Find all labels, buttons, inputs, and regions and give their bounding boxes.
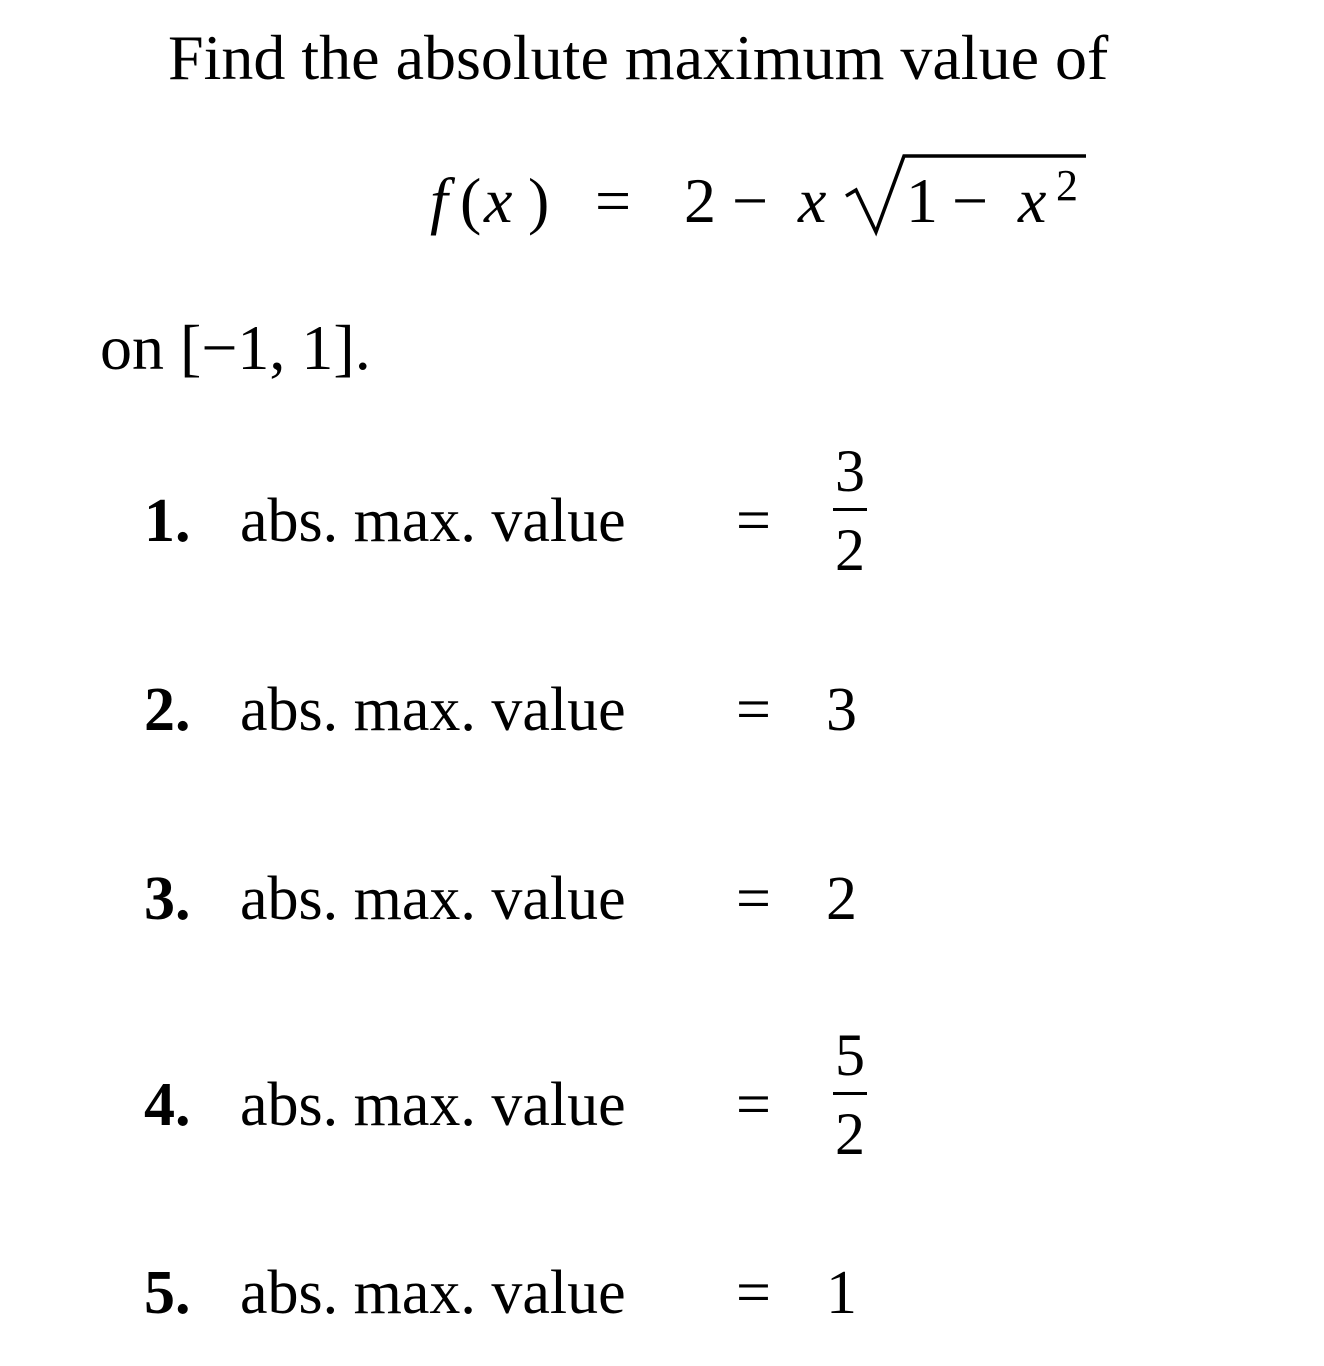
choice-label: abs. max. value — [240, 865, 626, 933]
radical-sign — [846, 156, 1086, 232]
choice-fraction — [820, 1022, 880, 1167]
choice-label: abs. max. value — [240, 1071, 626, 1139]
choice-equals: = — [736, 1071, 771, 1139]
function-open-paren: ( — [460, 165, 482, 236]
radicand-exponent: 2 — [1056, 161, 1078, 210]
choice-number: 2. — [144, 676, 191, 744]
fraction-bar — [833, 1092, 867, 1095]
formula-minus: − — [732, 165, 769, 236]
formula-variable: x — [798, 165, 827, 236]
choice-fraction — [820, 438, 880, 583]
fraction-numerator: 5 — [835, 1022, 865, 1088]
choice-number: 3. — [144, 865, 191, 933]
question-intro: Find the absolute maximum value of — [168, 22, 1109, 93]
function-name: f — [430, 165, 448, 236]
fraction-denominator: 2 — [835, 517, 865, 583]
radicand-minus: − — [952, 165, 989, 236]
choice-number: 4. — [144, 1071, 191, 1139]
radicand-one: 1 — [906, 165, 938, 236]
choice-equals: = — [736, 1259, 771, 1327]
choice-label: abs. max. value — [240, 487, 626, 555]
choice-equals: = — [736, 487, 771, 555]
function-variable: x — [484, 165, 513, 236]
formula-constant: 2 — [684, 165, 716, 236]
choice-number: 5. — [144, 1259, 191, 1327]
choice-label: abs. max. value — [240, 1259, 626, 1327]
formula-equals: = — [595, 165, 632, 236]
fraction-denominator: 2 — [835, 1101, 865, 1167]
choice-number: 1. — [144, 487, 191, 555]
choice-value: 1 — [826, 1259, 857, 1327]
choice-value: 2 — [826, 865, 857, 933]
choice-label: abs. max. value — [240, 676, 626, 744]
choice-value: 3 — [826, 676, 857, 744]
choice-equals: = — [736, 865, 771, 933]
radicand-variable: x — [1018, 165, 1047, 236]
question-interval: on [−1, 1]. — [100, 312, 371, 383]
fraction-numerator: 3 — [835, 438, 865, 504]
fraction-bar — [833, 508, 867, 511]
function-close-paren: ) — [528, 165, 550, 236]
choice-equals: = — [736, 676, 771, 744]
